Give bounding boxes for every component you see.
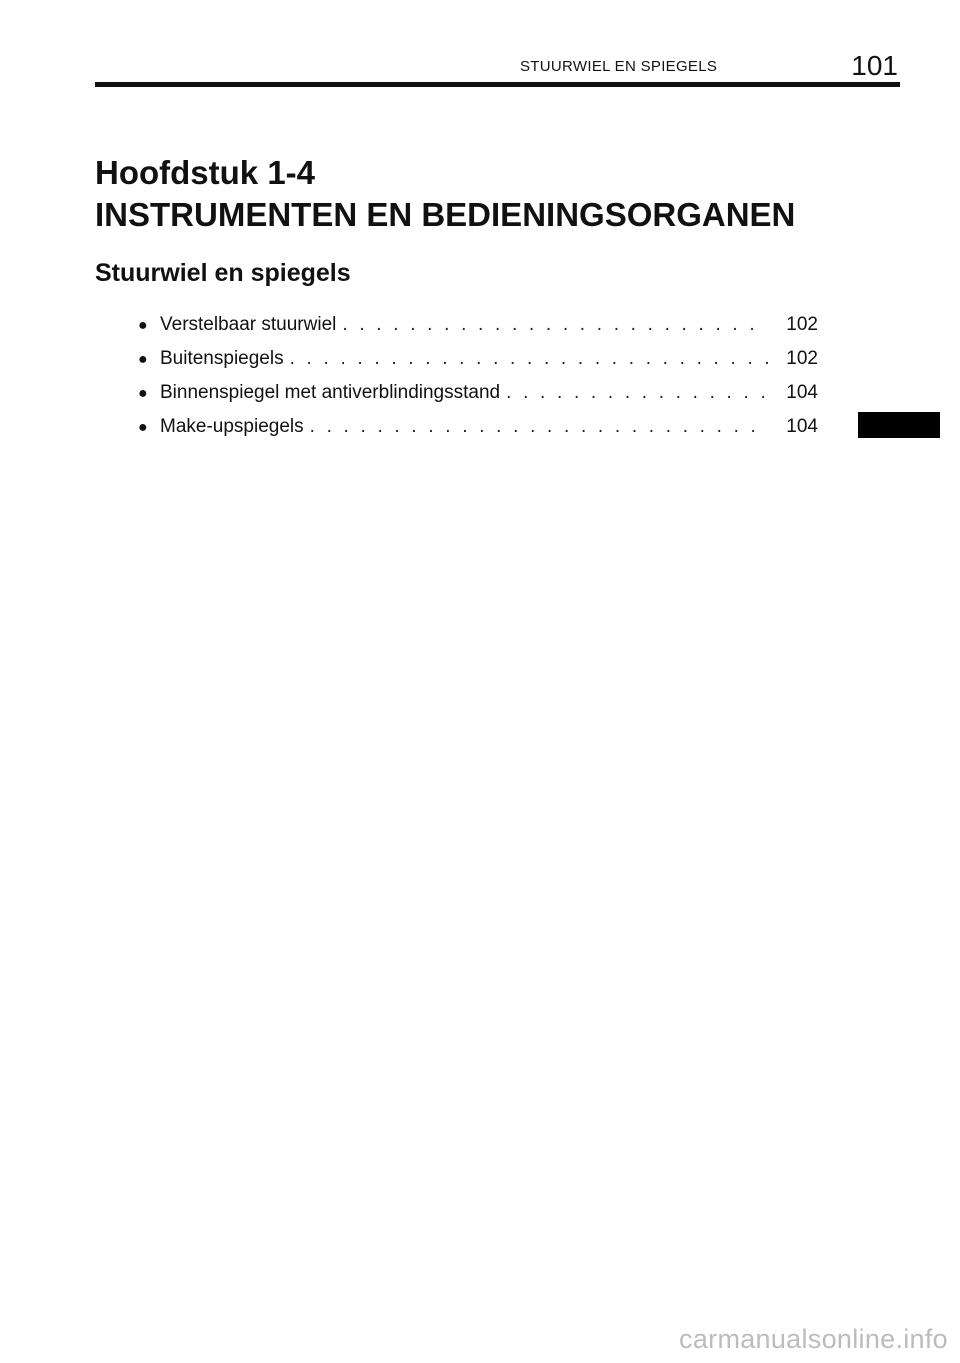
toc-entry-verstelbaar-stuurwiel[interactable] [138,314,818,348]
toc-entry-label: Verstelbaar stuurwiel [160,314,337,335]
dot-leader [290,348,768,370]
page-number: 101 [851,50,898,81]
toc-entry-label: Make-upspiegels [160,416,304,437]
toc-entry-page: 102 [786,314,818,335]
chapter-title: INSTRUMENTEN EN BEDIENINGSORGANEN [95,196,796,233]
toc-entry-label: Buitenspiegels [160,348,284,369]
section-title: Stuurwiel en spiegels [95,259,351,287]
bullet-icon: ● [138,351,148,368]
toc-entry-page: 104 [786,416,818,437]
bullet-icon: ● [138,317,148,334]
toc-entry-buitenspiegels[interactable] [138,348,818,382]
toc-entry-page: 102 [786,348,818,369]
bullet-icon: ● [138,419,148,436]
chapter-label: Hoofdstuk 1-4 [95,154,316,191]
table-of-contents [138,314,818,450]
toc-entry-binnenspiegel[interactable] [138,382,818,416]
watermark: carmanualsonline.info [679,1324,948,1354]
header-rule [95,82,900,87]
toc-entry-page: 104 [786,382,818,403]
dot-leader [342,314,768,336]
chapter-thumb-tab [858,412,940,438]
running-header-title: STUURWIEL EN SPIEGELS [520,58,718,75]
toc-entry-label: Binnenspiegel met antiverblindingsstand [160,382,501,403]
bullet-icon: ● [138,385,148,402]
dot-leader [506,382,768,404]
toc-entry-make-upspiegels[interactable] [138,416,818,450]
dot-leader [310,416,768,438]
